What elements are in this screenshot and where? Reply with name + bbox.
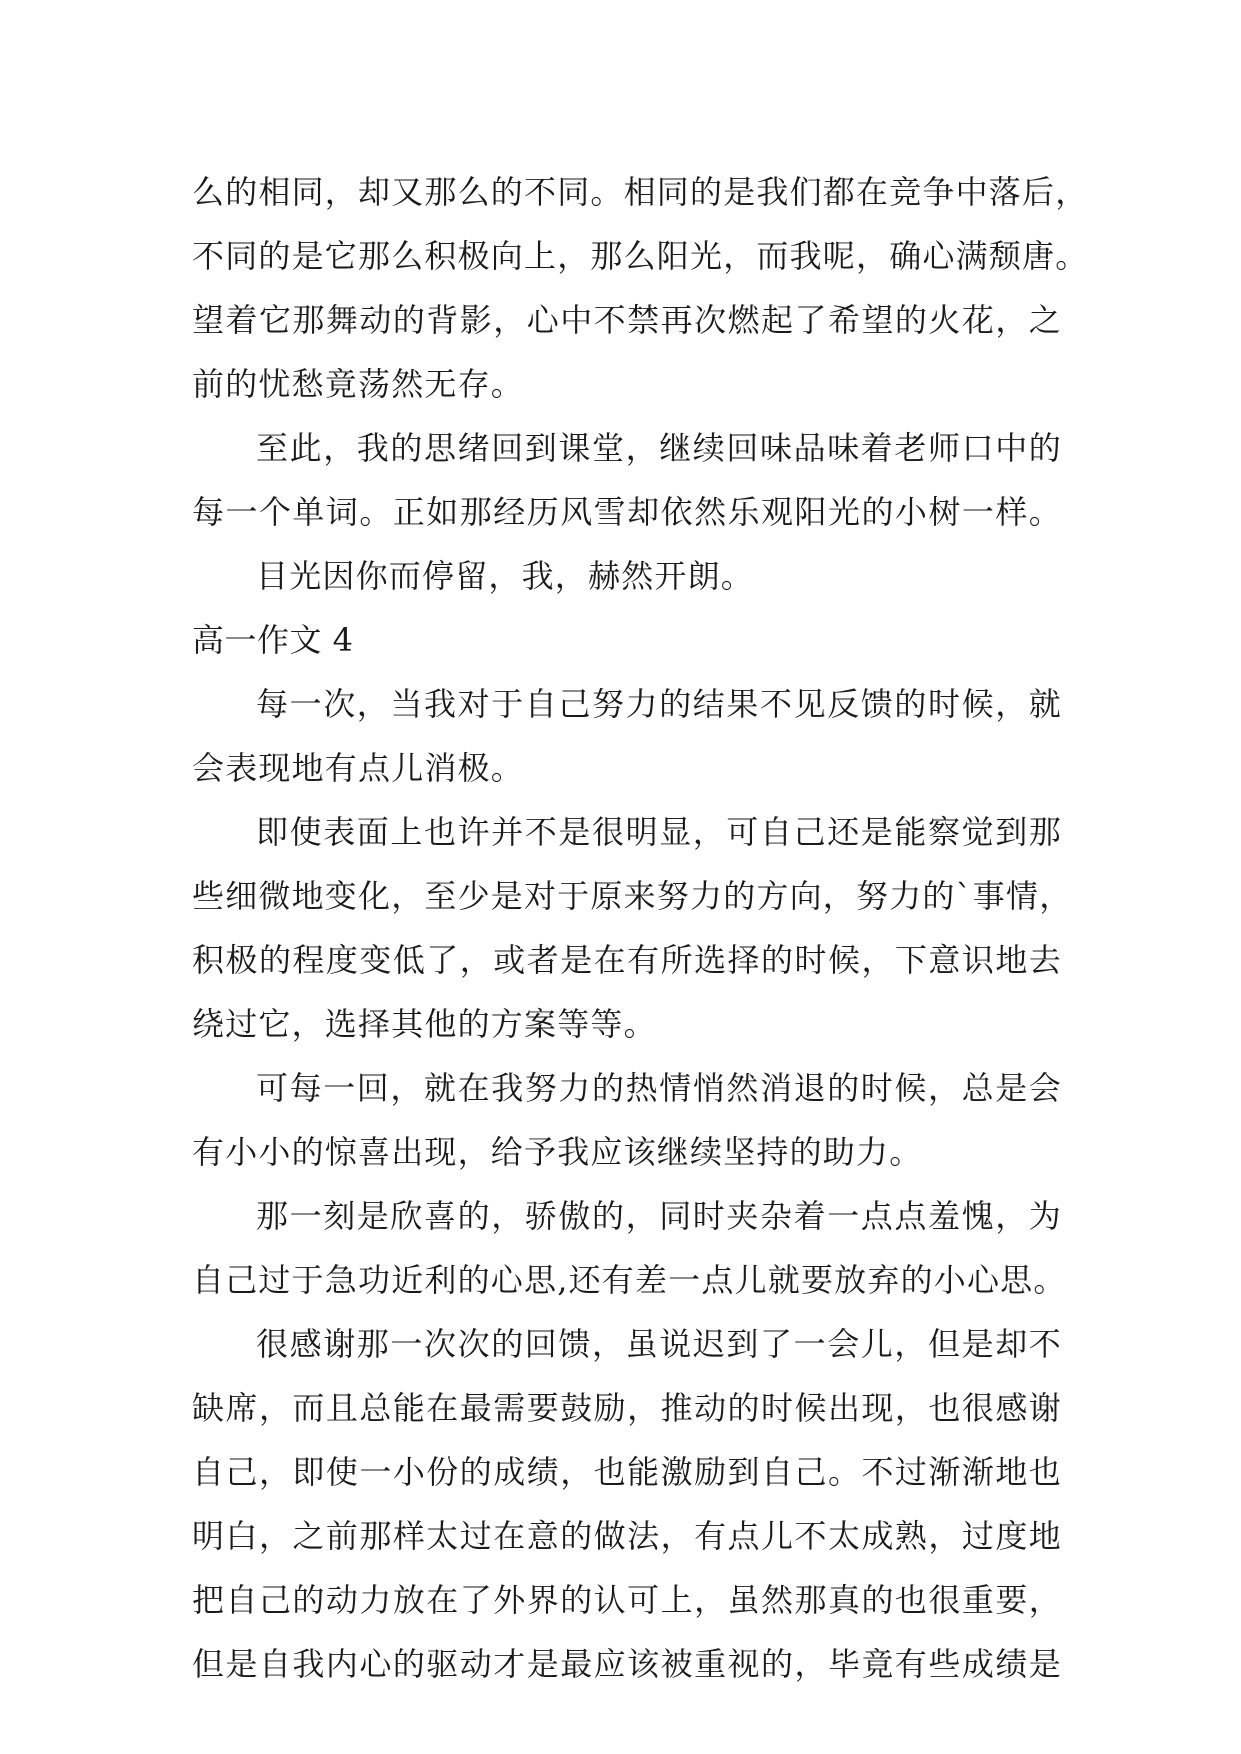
text-line: 积极的程度变低了，或者是在有所选择的时候，下意识地去	[192, 941, 1062, 979]
text-line: 些细微地变化，至少是对于原来努力的方向，努力的`事情，	[192, 877, 1073, 915]
text-line: 前的忧愁竟荡然无存。	[192, 365, 525, 403]
text-line: 自己过于急功近利的心思,还有差一点儿就要放弃的小心思。	[192, 1261, 1067, 1299]
text-line: 望着它那舞动的背影，心中不禁再次燃起了希望的火花，之	[192, 301, 1062, 339]
text-line: 即使表面上也许并不是很明显，可自己还是能察觉到那	[256, 813, 1062, 851]
text-line: 每一次，当我对于自己努力的结果不见反馈的时候，就	[256, 685, 1062, 723]
text-line: 很感谢那一次次的回馈，虽说迟到了一会儿，但是却不	[256, 1325, 1062, 1363]
text-line: 明白，之前那样太过在意的做法，有点儿不太成熟，过度地	[192, 1517, 1062, 1555]
text-line: 不同的是它那么积极向上，那么阳光，而我呢，确心满颓唐。	[192, 237, 1089, 275]
text-line: 那一刻是欣喜的，骄傲的，同时夹杂着一点点羞愧，为	[256, 1197, 1062, 1235]
text-line: 会表现地有点儿消极。	[192, 749, 525, 787]
text-line: 绕过它，选择其他的方案等等。	[192, 1005, 657, 1043]
text-line: 至此，我的思绪回到课堂，继续回味品味着老师口中的	[256, 429, 1062, 467]
text-line: 目光因你而停留，我，赫然开朗。	[256, 557, 755, 595]
text-line: 可每一回，就在我努力的热情悄然消退的时候，总是会	[256, 1069, 1062, 1107]
text-line: 但是自我内心的驱动才是最应该被重视的，毕竟有些成绩是	[192, 1645, 1062, 1683]
text-line: 么的相同，却又那么的不同。相同的是我们都在竞争中落后，	[192, 173, 1089, 211]
text-line: 把自己的动力放在了外界的认可上，虽然那真的也很重要，	[192, 1581, 1062, 1619]
essay-body	[192, 160, 1089, 1696]
text-line: 缺席，而且总能在最需要鼓励，推动的时候出现，也很感谢	[192, 1389, 1062, 1427]
text-line: 自己，即使一小份的成绩，也能激励到自己。不过渐渐地也	[192, 1453, 1062, 1491]
text-line: 有小小的惊喜出现，给予我应该继续坚持的助力。	[192, 1133, 923, 1171]
text-line: 每一个单词。正如那经历风雪却依然乐观阳光的小树一样。	[192, 493, 1062, 531]
section-heading: 高一作文 4	[192, 621, 354, 659]
